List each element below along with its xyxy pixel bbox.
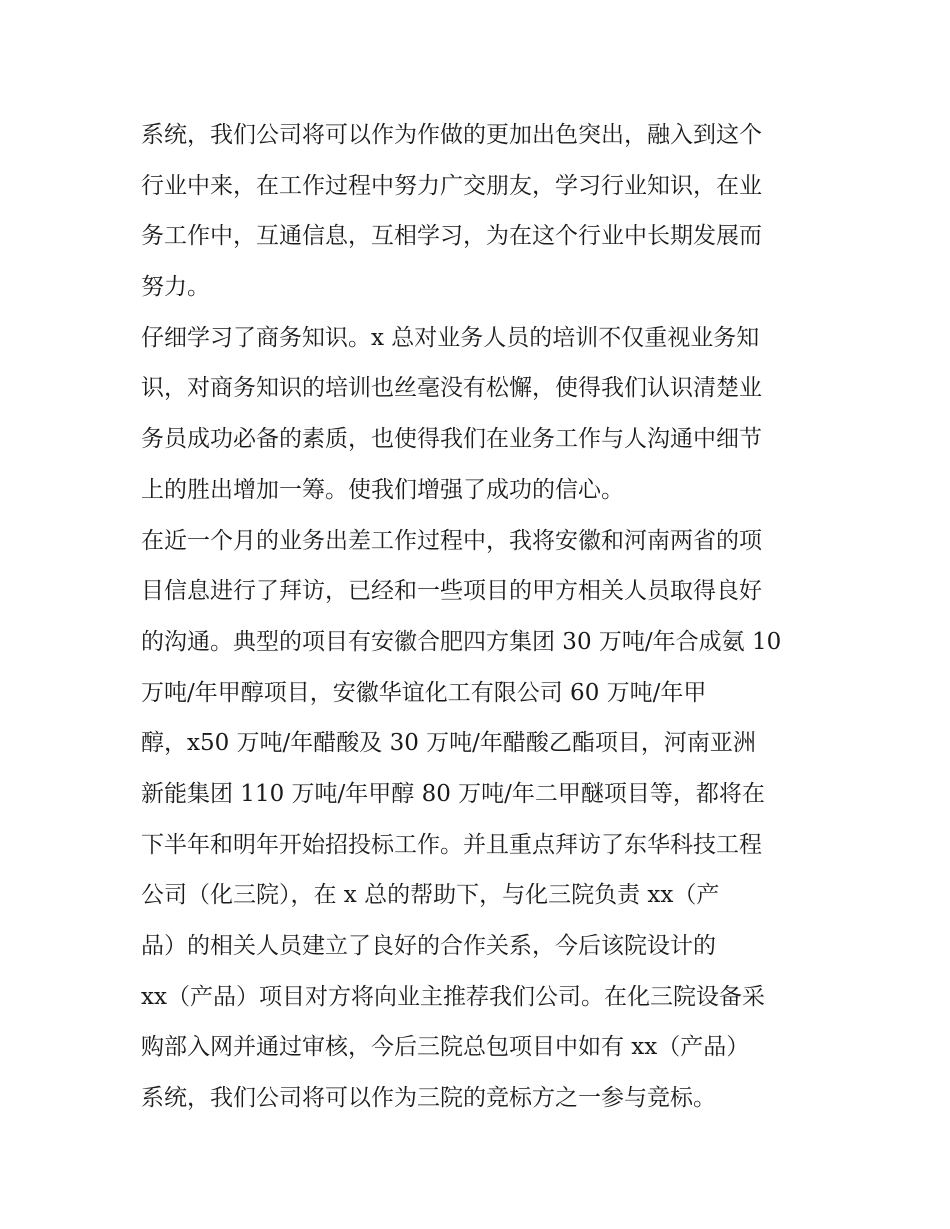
text-line: 仔细学习了商务知识。x 总对业务人员的培训不仅重视业务知 (141, 324, 760, 351)
text-line: 万吨/年甲醇项目，安徽华谊化工有限公司 60 万吨/年甲 (141, 679, 707, 706)
text-line: 目信息进行了拜访，已经和一些项目的甲方相关人员取得良好 (141, 578, 762, 605)
text-line: 醇，x50 万吨/年醋酸及 30 万吨/年醋酸乙酯项目，河南亚洲 (141, 730, 756, 757)
text-line: 系统，我们公司将可以作为作做的更加出色突出，融入到这个 (141, 122, 762, 148)
text-line: 的沟通。典型的项目有安徽合肥四方集团 30 万吨/年合成氨 10 (141, 628, 782, 655)
text-line: 在近一个月的业务出差工作过程中，我将安徽和河南两省的项 (141, 527, 762, 554)
text-line: 上的胜出增加一筹。使我们增强了成功的信心。 (141, 476, 624, 503)
text-line: 品）的相关人员建立了良好的合作关系，今后该院设计的 (141, 933, 716, 959)
text-line: xx（产品）项目对方将向业主推荐我们公司。在化三院设备采 (141, 983, 765, 1010)
text-line: 公司（化三院），在 x 总的帮助下，与化三院负责 xx（产 (141, 882, 720, 909)
body-text (141, 110, 821, 1124)
text-line: 识，对商务知识的培训也丝毫没有松懈，使得我们认识清楚业 (141, 375, 762, 402)
text-line: 新能集团 110 万吨/年甲醇 80 万吨/年二甲醚项目等，都将在 (141, 780, 765, 807)
text-line: 行业中来，在工作过程中努力广交朋友，学习行业知识，在业 (141, 172, 762, 199)
text-line: 系统，我们公司将可以作为三院的竞标方之一参与竞标。 (141, 1085, 716, 1112)
text-line: 努力。 (141, 274, 210, 301)
text-line: 务员成功必备的素质，也使得我们在业务工作与人沟通中细节 (141, 426, 762, 453)
text-line: 务工作中，互通信息，互相学习，为在这个行业中长期发展而 (141, 223, 762, 250)
text-line: 下半年和明年开始招投标工作。并且重点拜访了东华科技工程 (141, 831, 762, 858)
text-line: 购部入网并通过审核，今后三院总包项目中如有 xx（产品） (141, 1034, 750, 1061)
